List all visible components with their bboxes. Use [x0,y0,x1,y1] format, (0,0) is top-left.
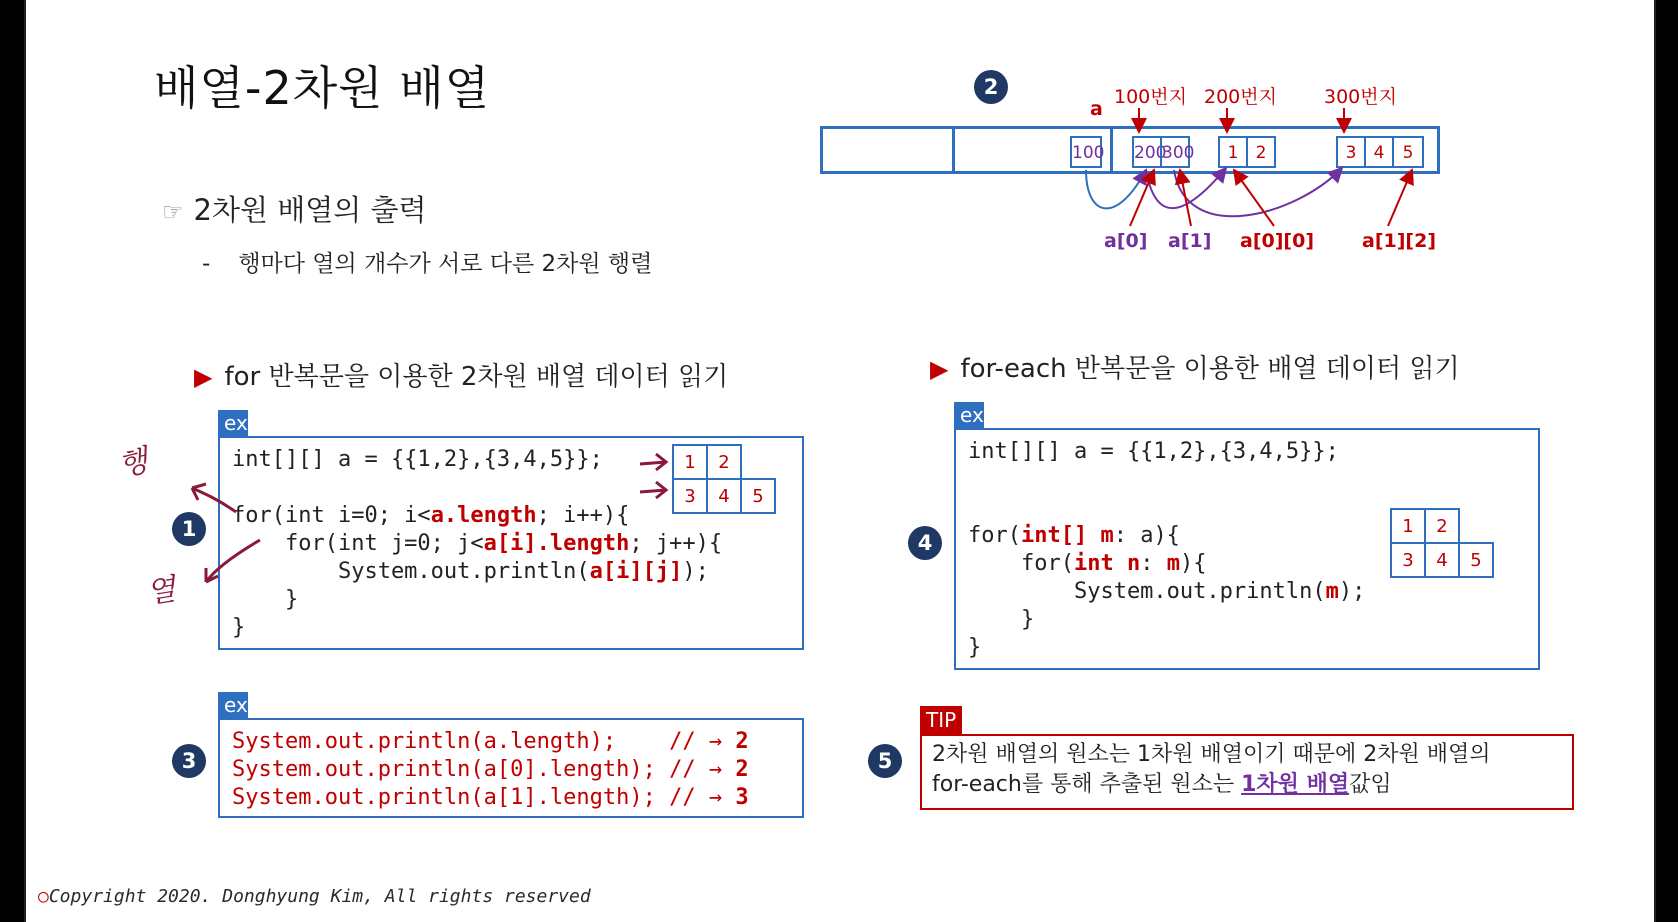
code-4 [968,438,1365,662]
ref-cell-a0: 200 [1132,136,1162,168]
code-line: } [968,635,982,660]
grid-cell: 1 [1391,509,1425,543]
annotation-row: 행 [115,443,152,484]
code-line: int[][] a = {{1,2},{3,4,5}}; [968,439,1339,464]
row1-cell-1: 4 [1364,136,1394,168]
left-section-heading-text: for 반복문을 이용한 2차원 배열 데이터 읽기 [224,362,729,392]
code-line: } [968,607,1035,632]
code-box-3 [218,718,804,818]
slide [24,0,1656,922]
code-line: System.out.println(a[1].length); // → 3 [232,785,749,810]
ex-tab-4: ex [954,402,984,428]
annotation-col: 열 [144,572,178,611]
badge-5: 5 [868,744,902,778]
address-200: 200번지 [1204,86,1277,108]
grid-cell: 2 [1425,509,1459,543]
pointing-hand-icon: ☞ [162,198,184,226]
address-100: 100번지 [1114,86,1187,108]
array-grid-4 [1390,508,1494,578]
badge-4: 4 [908,526,942,560]
triangle-bullet-icon: ▶ [930,355,949,383]
code-line: for(int[] m: a){ [968,523,1180,548]
label-a1: a[1] [1168,230,1212,252]
code-box-4 [954,428,1540,670]
tip-line-2: for-each를 통해 추출된 원소는 1차원 배열값임 [932,772,1392,797]
address-300: 300번지 [1324,86,1397,108]
grid-cell: 5 [741,479,775,513]
code-line: System.out.println(a[0].length); // → 2 [232,757,749,782]
memory-diagram [816,66,1456,276]
code-line: System.out.println(a.length); // → 2 [232,729,749,754]
row0-cell-1: 2 [1246,136,1276,168]
badge-3: 3 [172,744,206,778]
bullet-text: 행마다 열의 개수가 서로 다른 2차원 행렬 [238,251,653,277]
grid-cell: 3 [673,479,707,513]
tip-box [920,734,1574,810]
annotation-arrows [176,478,266,588]
var-name-a: a [1090,98,1103,120]
bullet-marker: - [202,251,211,277]
grid-cell: 3 [1391,543,1425,577]
tip-tab: TIP [920,706,962,734]
label-a00: a[0][0] [1240,230,1314,252]
row1-cell-0: 3 [1336,136,1366,168]
left-section-heading [194,356,728,393]
code-line: for(int n: m){ [968,551,1207,576]
code-line: } [232,587,299,612]
grid-cell: 1 [673,445,707,479]
subtitle [162,188,427,229]
row-arrows [636,446,676,506]
copyright-text: Copyright 2020. Donghyung Kim, All rights reserved [48,886,591,907]
code-line: System.out.println(m); [968,579,1366,604]
page-title: 배열-2차원 배열 [154,61,491,115]
code-line: for(int j=0; j<a[i].length; j++){ [232,531,723,556]
right-section-heading [930,348,1460,385]
bullet-line [202,245,652,278]
label-a12: a[1][2] [1362,230,1436,252]
ex-tab-1: ex [218,410,248,436]
subtitle-text: 2차원 배열의 출력 [193,193,427,227]
circle-icon: ○ [38,886,49,907]
copyright [38,886,591,907]
code-3 [232,728,749,812]
ref-cell-a: 100 [1070,136,1102,168]
ex-tab-3: ex [218,692,248,718]
right-section-heading-text: for-each 반복문을 이용한 배열 데이터 읽기 [960,354,1460,384]
code-line: System.out.println(a[i][j]); [232,559,709,584]
code-line: int[][] a = {{1,2},{3,4,5}}; [232,447,603,472]
label-a0: a[0] [1104,230,1148,252]
tip-line-1: 2차원 배열의 원소는 1차원 배열이기 때문에 2차원 배열의 [932,742,1491,767]
grid-cell: 4 [1425,543,1459,577]
code-line: for(int i=0; i<a.length; i++){ [232,503,630,528]
badge-1: 1 [172,512,206,546]
grid-cell: 4 [707,479,741,513]
code-box-1 [218,436,804,650]
grid-cell: 2 [707,445,741,479]
row0-cell-0: 1 [1218,136,1248,168]
grid-cell: 5 [1459,543,1493,577]
array-grid-1 [672,444,776,514]
triangle-bullet-icon: ▶ [194,363,213,391]
badge-2: 2 [974,70,1008,104]
row1-cell-2: 5 [1392,136,1424,168]
ref-cell-a1: 300 [1160,136,1190,168]
code-line: } [232,615,246,640]
tip-highlight: 1차원 배열 [1241,772,1350,797]
